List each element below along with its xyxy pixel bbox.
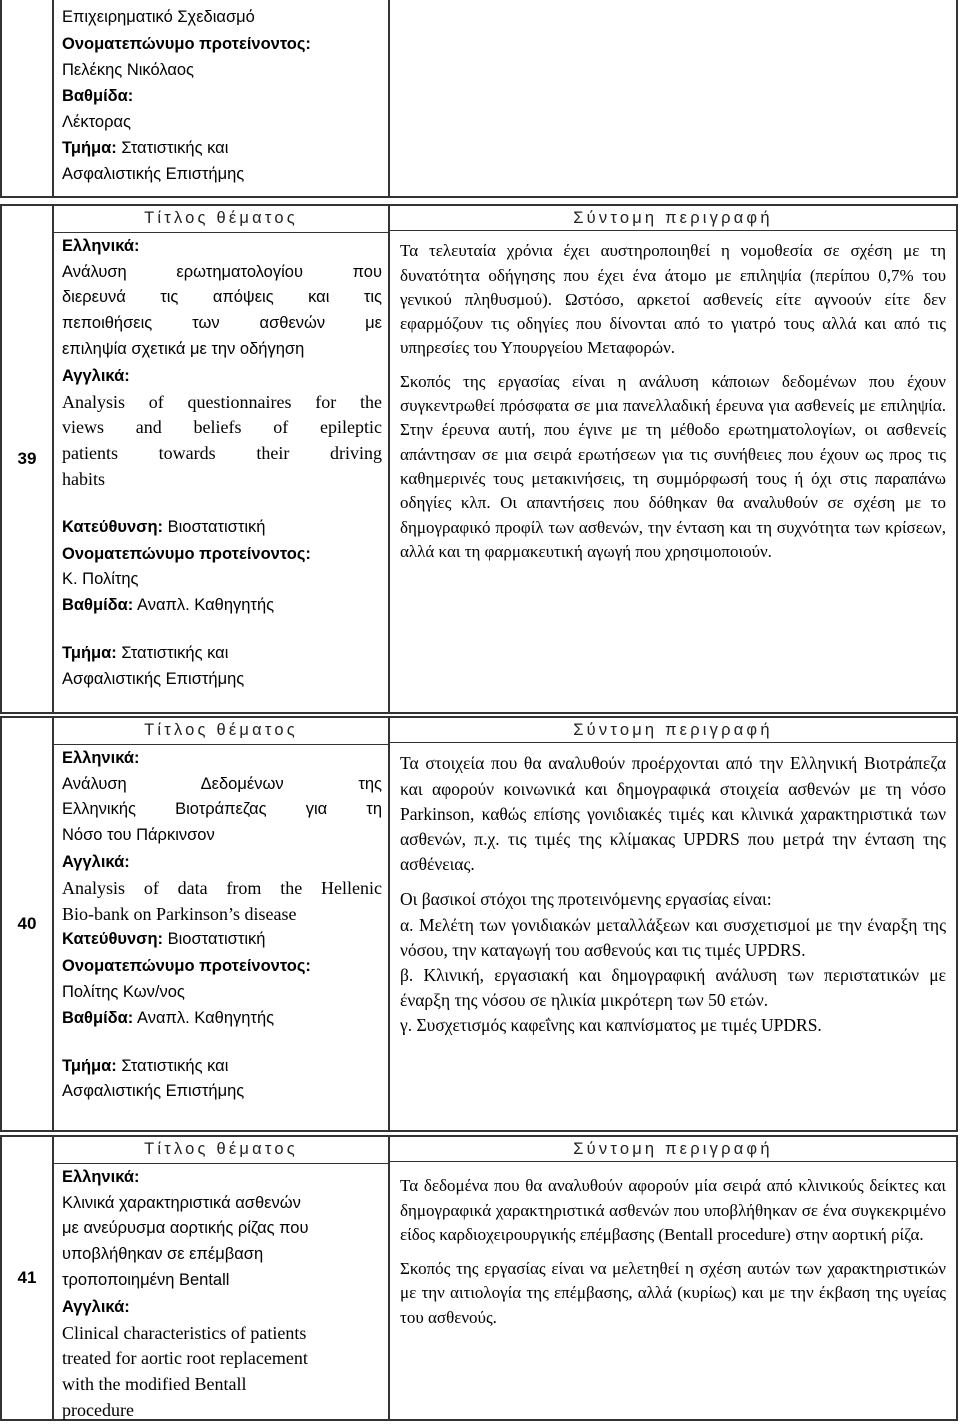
description-paragraph: Σκοπός της εργασίας είναι η ανάλυση κάποιων δεδομένων που έχουν συγκεντρωθεί πρόσφατα σε μια πανελλαδική έρευνα για ασθενείς με επιληψία. Στην έρευνα αυτή, που έγινε με τη μέθοδο ερωτηματολογίων, οι ασθενείς απάντησαν σε μια σειρά ερωτήσεων για τις συνήθειες που έχουν ως προς τις καθημερινές τους μετακινήσεις, τη συμμόρφωσή τους ή όχι στις παραπάνω οδηγίες κλπ. Οι απαντήσεις που δόθηκαν θα αναλυθούν σε σχέση με το δημογραφικό προφίλ των ασθενών, την ένταση και τη συχνότητα των κρίσεων, αλλά και τη φαρμακευτική αγωγή που χρησιμοποιούν. [400, 371, 946, 561]
description-cell [390, 206, 956, 712]
greek-title-line: Ελληνικής Βιοτράπεζας για τη [62, 800, 382, 819]
description-header: Σύντομη περιγραφή [390, 718, 956, 743]
english-title-line: treated for aortic root replacement [62, 1348, 308, 1369]
topic-cell [54, 718, 390, 1130]
description-paragraph: Τα στοιχεία που θα αναλυθούν προέρχονται από την Ελληνική Βιοτράπεζα και αφορούν κοινωνικά και δημογραφικά στοιχεία ασθενών με τη νόσο Parkinson, καθώς επίσης γονιδιακές τιμές και κλινικά χαρακτηριστικά των ασθενών, π.χ. τις τιμές της κλίμακας UPDRS που μετρά την ένταση της ασθένειας. [400, 753, 946, 875]
topic-cell [54, 1137, 390, 1419]
description-cell [390, 718, 956, 1130]
row-number: 41 [2, 1137, 54, 1419]
description-paragraph: Σκοπός της εργασίας είναι να μελετηθεί η σχέση αυτών των χαρακτηριστικών με την αιτιολογία της επέμβασης, αλλά (κυρίως) και με την έκβαση της υγείας του ασθενούς. [400, 1259, 946, 1327]
english-title-line: procedure [62, 1399, 134, 1420]
greek-title-line: επιληψία σχετικά με την οδήγηση [62, 339, 305, 358]
description-header: Σύντομη περιγραφή [390, 1137, 956, 1162]
greek-title-line: Κλινικά χαρακτηριστικά ασθενών [62, 1193, 301, 1212]
rank-value: Λέκτορας [62, 113, 131, 132]
proposer-label: Ονοματεπώνυμο προτείνοντος: [62, 544, 311, 563]
title-header: Τίτλος θέματος [54, 206, 388, 233]
english-title-line: Analysis of data from the Hellenic [62, 877, 382, 898]
rank-label: Βαθμίδα: [62, 596, 134, 615]
description-paragraph: Τα τελευταία χρόνια έχει αυστηροποιηθεί η νομοθεσία σε σχέση με τη δυνατότητα οδήγησης που έχει ένα άτομο με επιληψία (περίπου 0,7% του γενικού πληθυσμού). Ωστόσο, αρκετοί ασθενείς είτε αγνοούν είτε δεν εφαρμόζουν τις οδηγίες που δίνονται από το γιατρό τους αλλά και από τις υπηρεσίες του Υπουργείου Μεταφορών. [400, 241, 946, 358]
dept-value-1: Στατιστικής και [121, 138, 229, 157]
dept-value-2: Ασφαλιστικής Επιστήμης [62, 1082, 245, 1101]
table-row-40 [0, 716, 958, 1132]
english-label: Αγγλικά: [62, 366, 130, 385]
rank-value: Αναπλ. Καθηγητής [137, 596, 275, 615]
table-row-top [0, 0, 958, 198]
row-number-cell [2, 0, 54, 196]
title-header: Τίτλος θέματος [54, 1137, 388, 1164]
title-header: Τίτλος θέματος [54, 718, 388, 745]
proposer-label: Ονοματεπώνυμο προτείνοντος: [62, 34, 311, 53]
description-paragraph: Τα δεδομένα που θα αναλυθούν αφορούν μία σειρά από κλινικούς δείκτες και δημογραφικά χαρακτηριστικά ασθενών που υποβλήθηκαν σε ένα συγκεκριμένο είδος καρδιοχειρουργικής επέμβασης (Bentall procedure) στην αορτική ρίζα. [400, 1176, 946, 1244]
goal-item: α. Μελέτη των γονιδιακών μεταλλάξεων και συσχετισμοί με την έναρξη της νόσου, την καταγωγή του ασθενούς και τις τιμές UPDRS. [400, 914, 946, 960]
english-label: Αγγλικά: [62, 852, 130, 871]
greek-title-line: Ανάλυση Δεδομένων της [62, 774, 382, 793]
greek-title-line: Νόσο του Πάρκινσον [62, 826, 215, 845]
proposer-name: Πολίτης Κων/νος [62, 982, 185, 1001]
topic-cell [54, 0, 390, 196]
greek-title-line: πεποιθήσεις των ασθενών με [62, 314, 382, 333]
direction-label: Κατεύθυνση: [62, 517, 164, 536]
dept-value-1: Στατιστικής και [121, 643, 229, 662]
goal-item: γ. Συσχετισμός καφεΐνης και καπνίσματος με τιμές UPDRS. [400, 1015, 822, 1036]
greek-title-line: διερευνά τις απόψεις και τις [62, 288, 382, 307]
table-row-41 [0, 1135, 958, 1421]
topic-cell [54, 206, 390, 712]
direction-value: Βιοστατιστική [167, 517, 266, 536]
dept-value-2: Ασφαλιστικής Επιστήμης [62, 669, 245, 688]
english-label: Αγγλικά: [62, 1297, 130, 1316]
greek-title-line: Ανάλυση ερωτηματολογίου που [62, 262, 382, 281]
english-title-line: with the modified Bentall [62, 1374, 247, 1395]
goal-item: β. Κλινική, εργασιακή και δημογραφική ανάλυση των περιστατικών με έναρξη της νόσου σε ηλικία μικρότερη των 50 ετών. [400, 964, 946, 1011]
english-title-line: Analysis of questionnaires for the [62, 391, 382, 412]
dept-label: Τμήμα: [62, 138, 117, 157]
dept-continuation: Επιχειρηματικό Σχεδιασμό [62, 8, 255, 26]
dept-label: Τμήμα: [62, 1056, 117, 1075]
table-row-39 [0, 204, 958, 714]
description-header: Σύντομη περιγραφή [390, 206, 956, 231]
description-cell [390, 0, 956, 196]
rank-label: Βαθμίδα: [62, 87, 134, 106]
row-number: 40 [2, 718, 54, 1130]
direction-value: Βιοστατιστική [167, 930, 266, 949]
proposer-label: Ονοματεπώνυμο προτείνοντος: [62, 957, 311, 976]
direction-label: Κατεύθυνση: [62, 930, 164, 949]
dept-value-2: Ασφαλιστικής Επιστήμης [62, 164, 245, 183]
proposer-name: Πελέκης Νικόλαος [62, 60, 194, 79]
description-cell [390, 1137, 956, 1419]
greek-label: Ελληνικά: [62, 748, 140, 767]
greek-title-line: υποβλήθηκαν σε επέμβαση [62, 1245, 264, 1264]
english-title-line: habits [62, 468, 105, 489]
greek-title-line: με ανεύρυσμα αορτικής ρίζας που [62, 1219, 309, 1238]
dept-label: Τμήμα: [62, 643, 117, 662]
greek-label: Ελληνικά: [62, 236, 140, 255]
english-title-line: views and beliefs of epileptic [62, 417, 382, 438]
english-title-line: patients towards their driving [62, 443, 382, 464]
english-title-line: Bio-bank on Parkinson’s disease [62, 903, 297, 924]
english-title-line: Clinical characteristics of patients [62, 1322, 307, 1343]
rank-value: Αναπλ. Καθηγητής [137, 1008, 275, 1027]
greek-label: Ελληνικά: [62, 1167, 140, 1186]
row-number: 39 [2, 206, 54, 712]
goals-intro: Οι βασικοί στόχοι της προτεινόμενης εργασίας είναι: [400, 889, 772, 910]
dept-value-1: Στατιστικής και [121, 1056, 229, 1075]
rank-label: Βαθμίδα: [62, 1008, 134, 1027]
greek-title-line: τροποποιημένη Bentall [62, 1270, 230, 1289]
proposer-name: Κ. Πολίτης [62, 570, 139, 589]
